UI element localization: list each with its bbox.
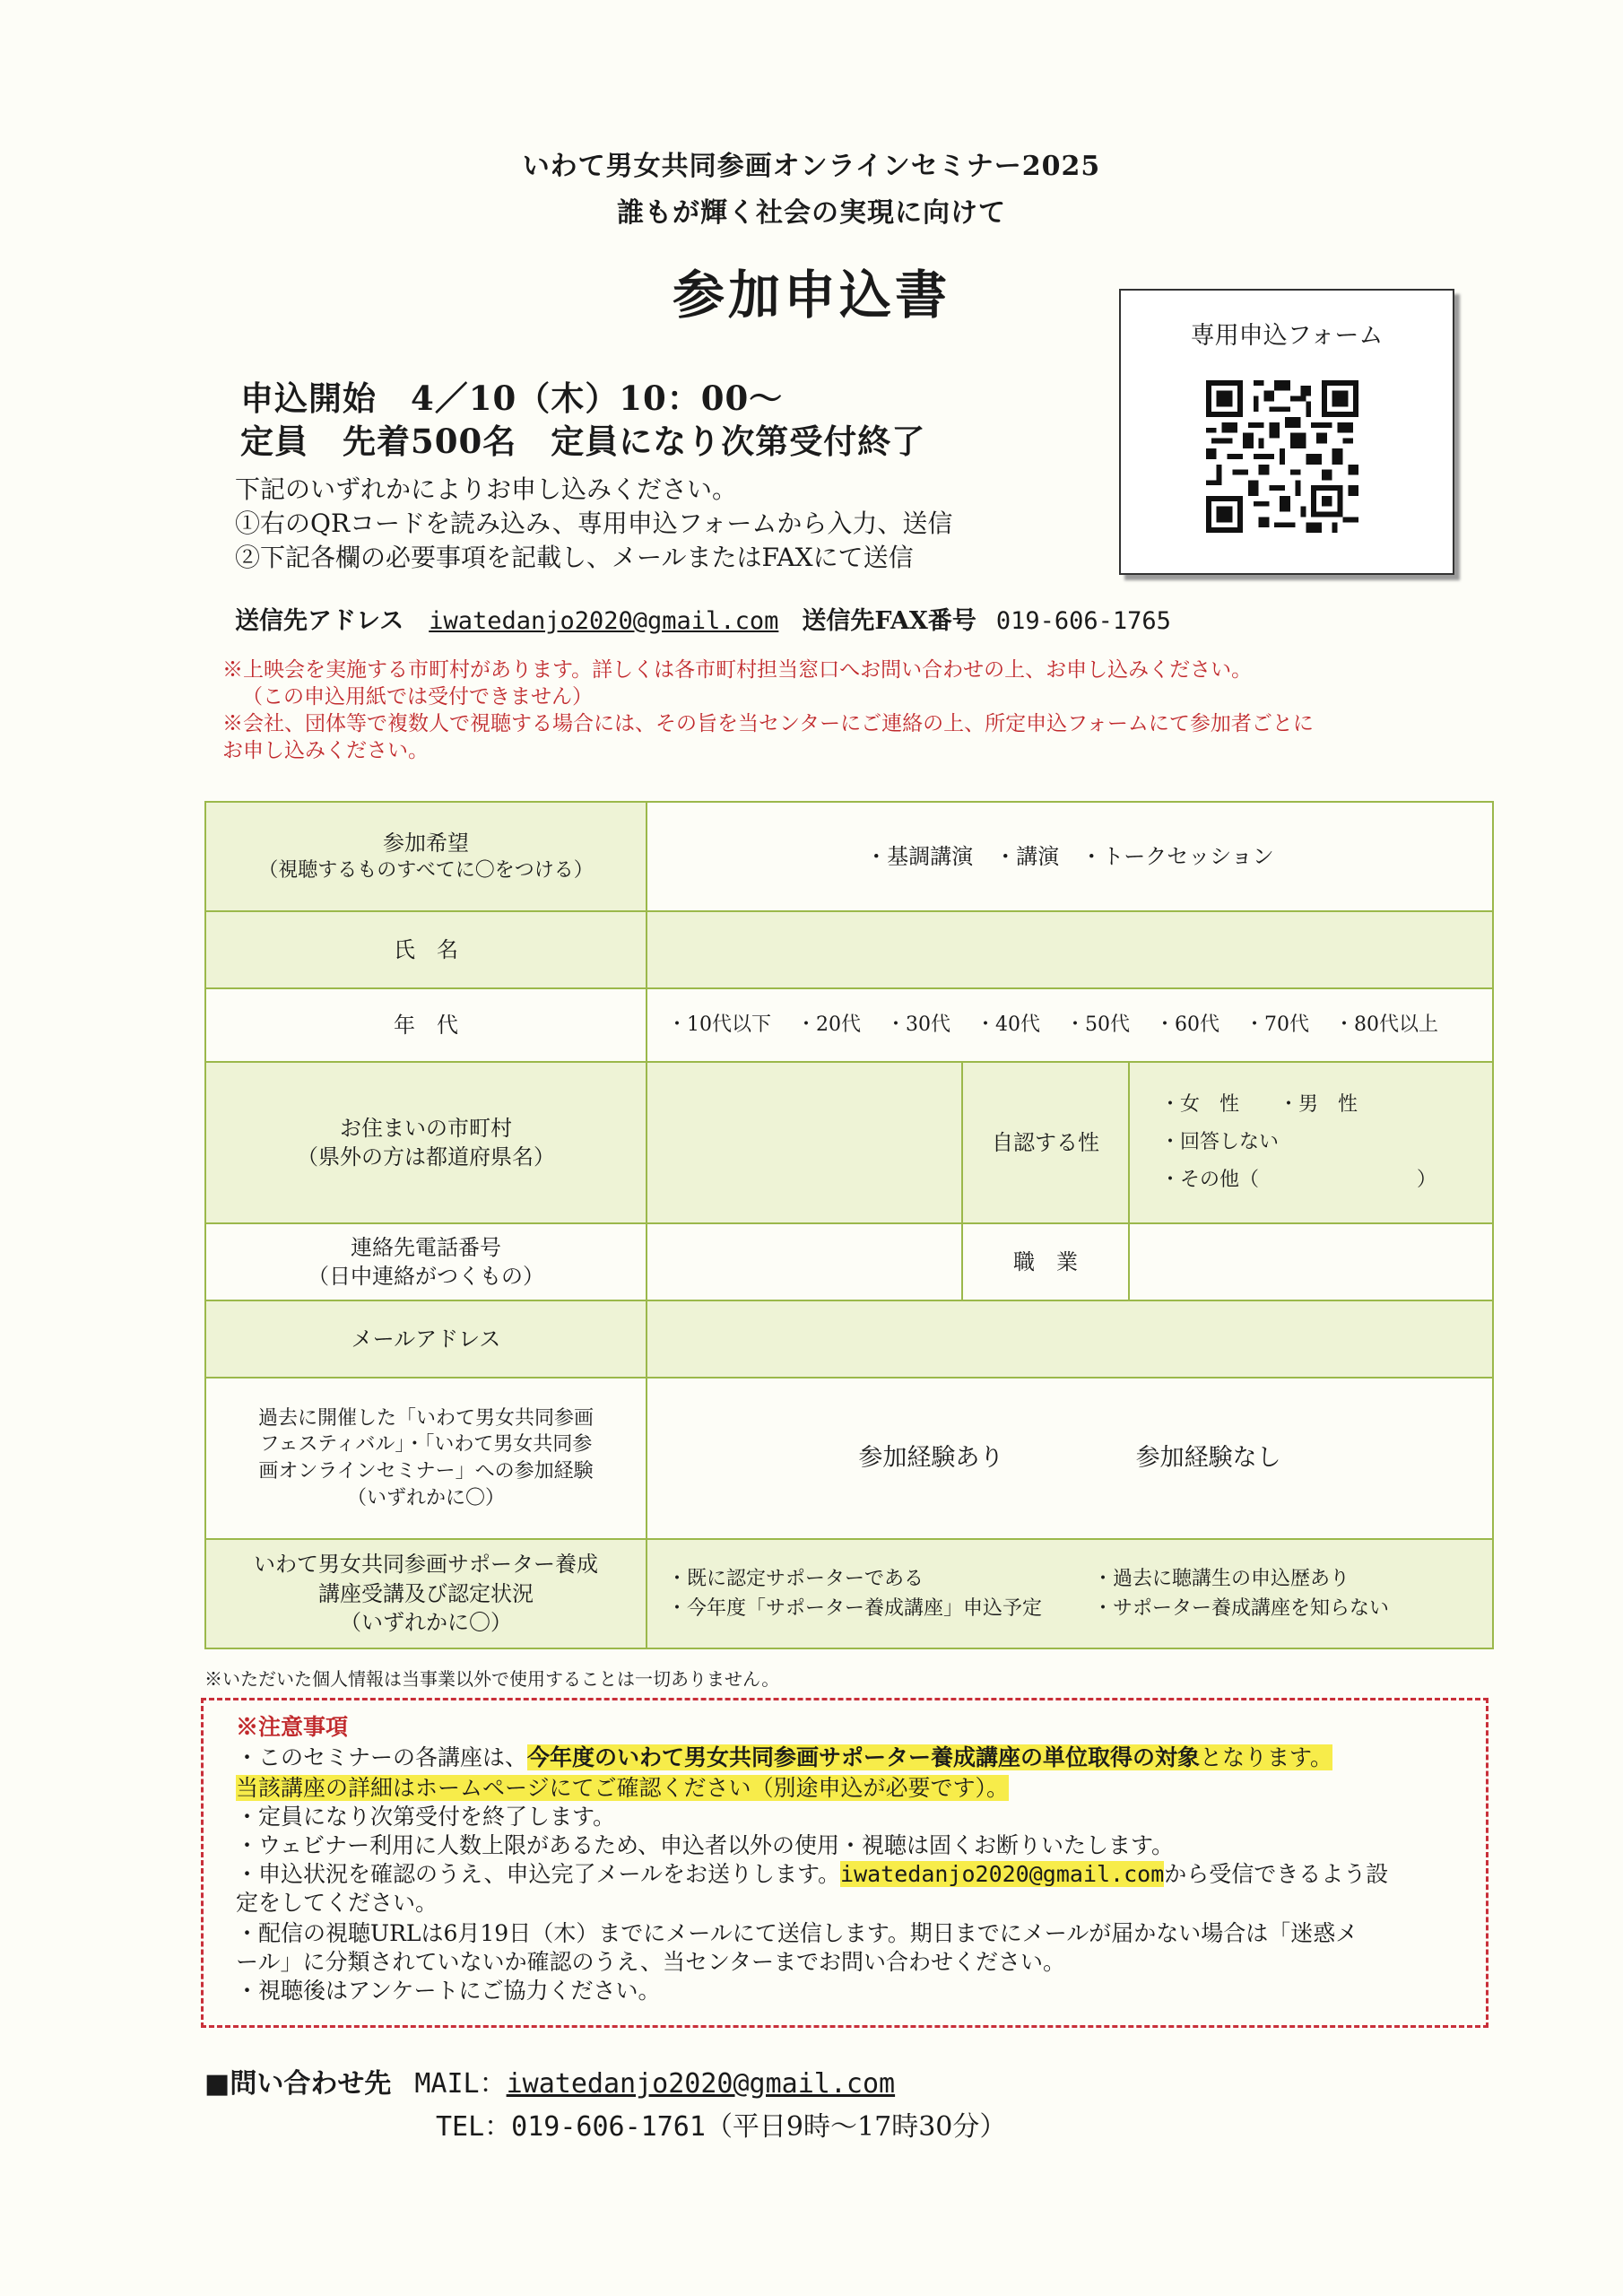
notice-box [201,1698,1488,2028]
gender-options[interactable]: ・女 性 ・男 性 ・回答しない ・その他（ ） [1129,1062,1493,1223]
qr-code-icon[interactable] [1206,380,1358,533]
supporter-option[interactable]: ・今年度「サポーター養成講座」申込予定 [667,1597,1043,1620]
seminar-title: いわて男女共同参画オンラインセミナー2025 [522,151,1101,182]
table-row [205,1062,1493,1223]
age-option[interactable]: ・50代 [1065,1013,1130,1037]
send-fax-number: 019-606-1765 [995,607,1171,635]
past-yes-option[interactable]: 参加経験あり [858,1443,1004,1472]
instruction-line: 下記のいずれかによりお申し込みください。 [235,474,738,504]
job-label: 職 業 [962,1223,1129,1300]
notice-line: ・このセミナーの各講座は、今年度のいわて男女共同参画サポーター養成講座の単位取得の対象となります。 [236,1744,1333,1770]
supporter-option[interactable]: ・過去に聴講生の申込歴あり [1093,1568,1350,1590]
table-row [205,1223,1493,1300]
send-address-label: 送信先アドレス [235,607,404,635]
age-options[interactable] [647,988,1493,1062]
participation-label-cell: 参加希望 （視聴するものすべてに〇をつける） [205,802,647,911]
past-label-cell: 過去に開催した「いわて男女共同参画 フェスティバル」・「いわて男女共同参 画オンラインセミナー」への参加経験 （いずれかに〇） [205,1378,647,1539]
red-note: ※上映会を実施する市町村があります。詳しくは各市町村担当窓口へお問い合わせの上、お申し込みください。 [222,658,1253,682]
age-option[interactable]: ・80代以上 [1334,1013,1438,1037]
red-note: ※会社、団体等で複数人で視聴する場合には、その旨を当センターにご連絡の上、所定申込フォームにて参加者ごとに [222,712,1314,735]
participation-options[interactable]: ・基調講演 ・講演 ・トークセッション [647,802,1493,911]
supporter-option[interactable]: ・既に認定サポーターである [667,1568,924,1590]
qr-code-panel[interactable] [1119,289,1454,575]
residence-field[interactable] [647,1062,962,1223]
age-option[interactable]: ・40代 [976,1013,1040,1037]
contact-tel: TEL：019-606-1761（平日9時～17時30分） [436,2111,1007,2143]
name-label: 氏 名 [205,911,647,988]
instruction-line: ②下記各欄の必要事項を記載し、メールまたはFAXにて送信 [235,543,914,572]
notice-line: ・申込状況を確認のうえ、申込完了メールをお送りします。iwatedanjo2020@gmail.comから受信できるよう設 [236,1861,1389,1887]
notice-line: ・配信の視聴URLは6月19日（木）までにメールにて送信します。期日までにメールが届かない場合は「迷惑メ [236,1920,1358,1946]
gender-label: 自認する性 [962,1062,1129,1223]
table-row [205,802,1493,911]
seminar-subtitle: 誰もが輝く社会の実現に向けて [617,197,1006,229]
residence-label-cell: お住まいの市町村 （県外の方は都道府県名） [205,1062,647,1223]
send-email-link[interactable]: iwatedanjo2020@gmail.com [429,607,779,635]
notice-line: ール」に分類されていないか確認のうえ、当センターまでお問い合わせください。 [236,1949,1066,1975]
age-option[interactable]: ・30代 [886,1013,950,1037]
contact-email-link[interactable]: iwatedanjo2020@gmail.com [506,2068,896,2100]
notice-line: ・視聴後はアンケートにご協力ください。 [236,1978,661,2004]
page-title: 参加申込書 [672,265,950,326]
table-row [205,1300,1493,1378]
age-option[interactable]: ・60代 [1155,1013,1219,1037]
send-fax-label: 送信先FAX番号 [802,607,976,635]
contact-label: ■問い合わせ先 [204,2068,392,2100]
application-table [204,801,1494,1649]
age-option[interactable]: ・10代以下 [667,1013,771,1037]
phone-label-cell: 連絡先電話番号 （日中連絡がつくもの） [205,1223,647,1300]
red-note: お申し込みください。 [222,739,429,762]
phone-field[interactable] [647,1223,962,1300]
email-field[interactable] [647,1300,1493,1378]
name-field[interactable] [647,911,1493,988]
age-option[interactable]: ・70代 [1245,1013,1309,1037]
table-row [205,1378,1493,1539]
privacy-note: ※いただいた個人情報は当事業以外で使用することは一切ありません。 [204,1668,780,1690]
age-option[interactable]: ・20代 [796,1013,861,1037]
age-label: 年 代 [205,988,647,1062]
past-no-option[interactable]: 参加経験なし [1135,1443,1281,1472]
supporter-options[interactable] [647,1539,1493,1648]
capacity-info: 定員 先着500名 定員になり次第受付終了 [240,422,926,461]
application-start: 申込開始 4／10（木）10：00～ [240,378,784,418]
table-row [205,911,1493,988]
supporter-label-cell: いわて男女共同参画サポーター養成 講座受講及び認定状況 （いずれかに〇） [205,1539,647,1648]
notice-line: ・ウェビナー利用に人数上限があるため、申込者以外の使用・視聴は固くお断りいたします。 [236,1832,1175,1858]
email-label: メールアドレス [205,1300,647,1378]
send-info [235,601,1171,636]
job-field[interactable] [1129,1223,1493,1300]
instruction-line: ①右のQRコードを読み込み、専用申込フォームから入力、送信 [235,509,953,538]
notice-line: 当該講座の詳細はホームページにてご確認ください（別途申込が必要です）。 [236,1775,1010,1801]
supporter-option[interactable]: ・サポーター養成講座を知らない [1093,1597,1390,1620]
table-row [205,1539,1493,1648]
contact-mail: ■問い合わせ先 MAIL：iwatedanjo2020@gmail.com [204,2068,896,2100]
notice-email-link[interactable]: iwatedanjo2020@gmail.com [840,1861,1165,1887]
table-row [205,988,1493,1062]
red-note: （この申込用紙では受付できません） [242,685,593,709]
past-options[interactable] [647,1378,1493,1539]
qr-label: 専用申込フォーム [1190,322,1384,350]
notice-line: ・定員になり次第受付を終了します。 [236,1804,616,1830]
notice-line: 定をしてください。 [236,1890,438,1916]
notice-heading: ※注意事項 [236,1714,349,1740]
